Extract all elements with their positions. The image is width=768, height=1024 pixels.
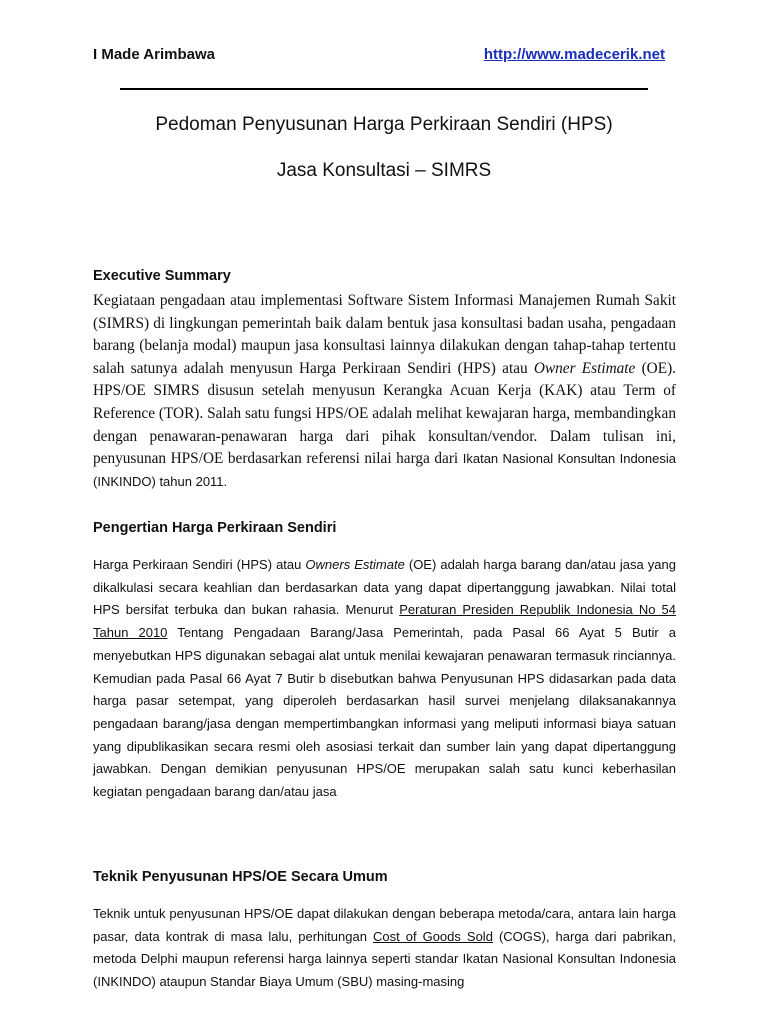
- teknik-paragraph: Teknik untuk penyusunan HPS/OE dapat dilakukan dengan beberapa metoda/cara, antara lain harga pasar, data kontrak di masa lalu, perhitungan Cost of Goods Sold (COGS), harga dari pabrikan, metoda Delphi maupun referensi harga lainnya seperti standar Ikatan Nasional Konsultan Indonesia (INKINDO) ataupun Standar Biaya Umum (SBU) masing-masing: [93, 906, 676, 990]
- pengertian-paragraph: Harga Perkiraan Sendiri (HPS) atau Owners Estimate (OE) adalah harga barang dan/atau jasa yang dikalkulasi secara keahlian dan berdasarkan data yang dapat dipertanggung jawabkan. Nilai total HPS bersifat terbuka dan bukan rahasia. Menurut Peraturan Presiden Republik Indonesia No 54 Tahun 2010 Tentang Pengadaan Barang/Jasa Pemerintah, pada Pasal 66 Ayat 5 Butir a menyebutkan HPS digunakan sebagai alat untuk menilai kewajaran penawaran termasuk rinciannya. Kemudian pada Pasal 66 Ayat 7 Butir b disebutkan bahwa Penyusunan HPS didasarkan pada data harga pasar setempat, yang diperoleh berdasarkan hasil survei menjelang dilaksanakannya pengadaan barang/jasa dengan mempertimbangkan informasi yang meliputi informasi biaya satuan yang dipublikasikan secara resmi oleh asosiasi terkait dan sumber lain yang dapat dipertanggung jawabkan. Dengan demikian penyusunan HPS/OE merupakan salah satu kunci keberhasilan kegiatan pengadaan barang dan/atau jasa: [93, 557, 677, 800]
- header-divider: [120, 88, 648, 90]
- page-header: [93, 46, 665, 63]
- website-link[interactable]: http://www.madecerik.net: [483, 46, 665, 63]
- document-subtitle: Jasa Konsultasi – SIMRS: [276, 160, 492, 181]
- pengertian-heading: Pengertian Harga Perkiraan Sendiri: [93, 520, 337, 536]
- perpres-link[interactable]: Peraturan Presiden Republik Indonesia No 54 Tahun 2010: [93, 602, 676, 641]
- executive-summary-paragraph: Kegiataan pengadaan atau implementasi Software Sistem Informasi Manajemen Rumah Sakit (SIMRS) di lingkungan pemerintah baik dalam bentuk jasa konsultasi badan usaha, pengadaan barang (belanja modal) maupun jasa konsultasi lainnya dilakukan dengan tahap-tahap tertentu salah satunya adalah menyusun Harga Perkiraan Sendiri (HPS) atau Owner Estimate (OE). HPS/OE SIMRS disusun setelah menyusun Kerangka Acuan Kerja (KAK) atau Term of Reference (TOR). Salah satu fungsi HPS/OE adalah melihat kewajaran harga, membandingkan dengan penawaran-penawaran harga dari pihak konsultan/vendor. Dalam tulisan ini, penyusunan HPS/OE berdasarkan referensi nilai harga dari Ikatan Nasional Konsultan Indonesia (INKINDO) tahun 2011.: [93, 292, 676, 489]
- teknik-heading: Teknik Penyusunan HPS/OE Secara Umum: [93, 869, 388, 885]
- document-title: Pedoman Penyusunan Harga Perkiraan Sendiri (HPS): [155, 114, 613, 135]
- author-name: I Made Arimbawa: [93, 46, 215, 63]
- cogs-link[interactable]: Cost of Goods Sold: [372, 928, 493, 944]
- executive-summary-heading: Executive Summary: [93, 268, 231, 284]
